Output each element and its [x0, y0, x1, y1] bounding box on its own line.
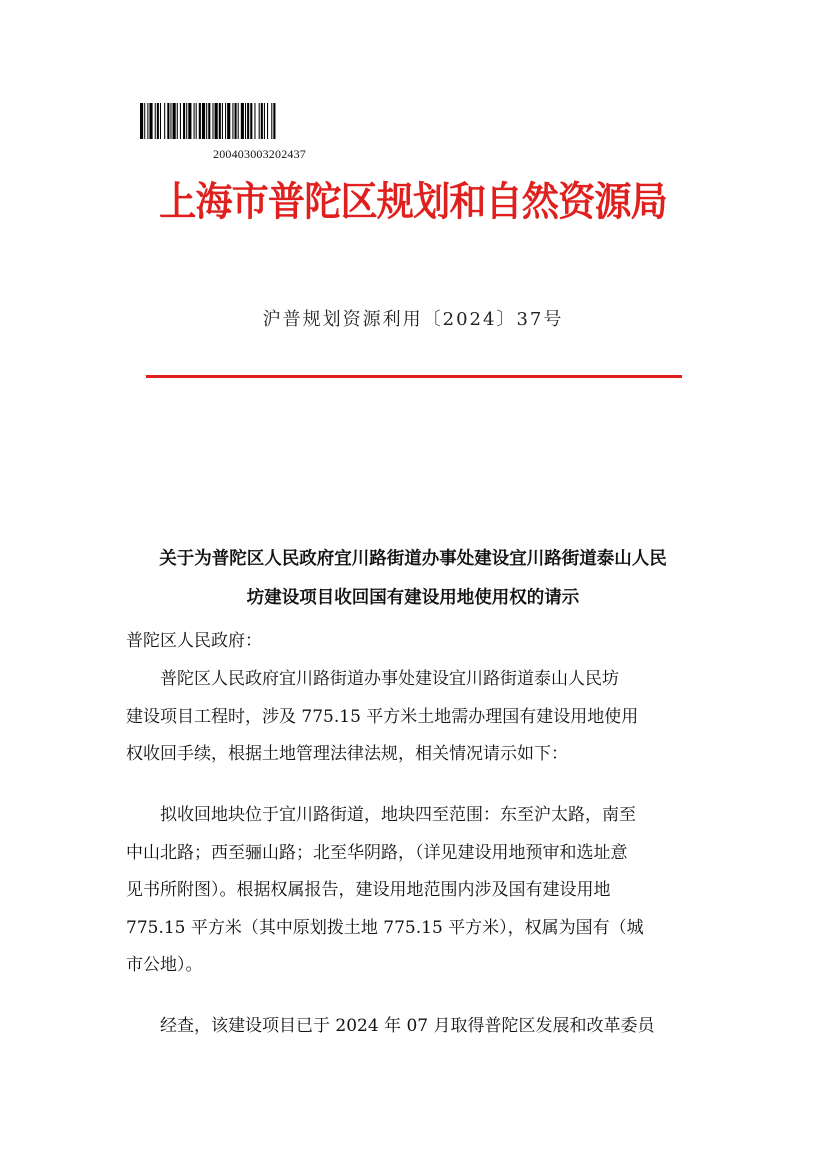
document-number: 沪普规划资源利用〔2024〕37号 [262, 309, 564, 330]
barcode-number: 200403003202437 [213, 147, 306, 161]
paragraph-1 [126, 661, 706, 774]
title-line-2: 坊建设项目收回国有建设用地使用权的请示 [246, 588, 580, 608]
red-divider [146, 375, 682, 378]
barcode [140, 103, 422, 139]
paragraph-line: 市公地）。 [126, 955, 203, 975]
paragraph-line: 普陀区人民政府宜川路街道办事处建设宜川路街道泰山人民坊 [126, 669, 619, 689]
paragraph-line: 经查，该建设项目已于 2024 年 07 月取得普陀区发展和改革委员 [126, 1016, 655, 1036]
addressee: 普陀区人民政府： [126, 631, 262, 651]
document-title [120, 540, 706, 618]
title-line-1: 关于为普陀区人民政府宜川路街道办事处建设宜川路街道泰山人民 [159, 549, 667, 569]
paragraph-line: 拟收回地块位于宜川路街道，地块四至范围：东至沪太路，南至 [126, 805, 636, 825]
paragraph-line: 见书所附图）。根据权属报告，建设用地范围内涉及国有建设用地 [126, 880, 611, 900]
paragraph-line: 中山北路；西至骊山路；北至华阴路，（详见建设用地预审和选址意 [126, 842, 628, 863]
paragraph-2 [126, 797, 706, 985]
paragraph-line: 权收回手续，根据土地管理法律法规，相关情况请示如下： [126, 744, 568, 764]
paragraph-line: 建设项目工程时，涉及 775.15 平方米土地需办理国有建设用地使用 [126, 706, 639, 727]
paragraph-line: 775.15 平方米（其中原划拨土地 775.15 平方米），权属为国有（城 [126, 917, 644, 938]
paragraph-3 [126, 1008, 706, 1046]
issuer-title: 上海市普陀区规划和自然资源局 [159, 178, 667, 225]
